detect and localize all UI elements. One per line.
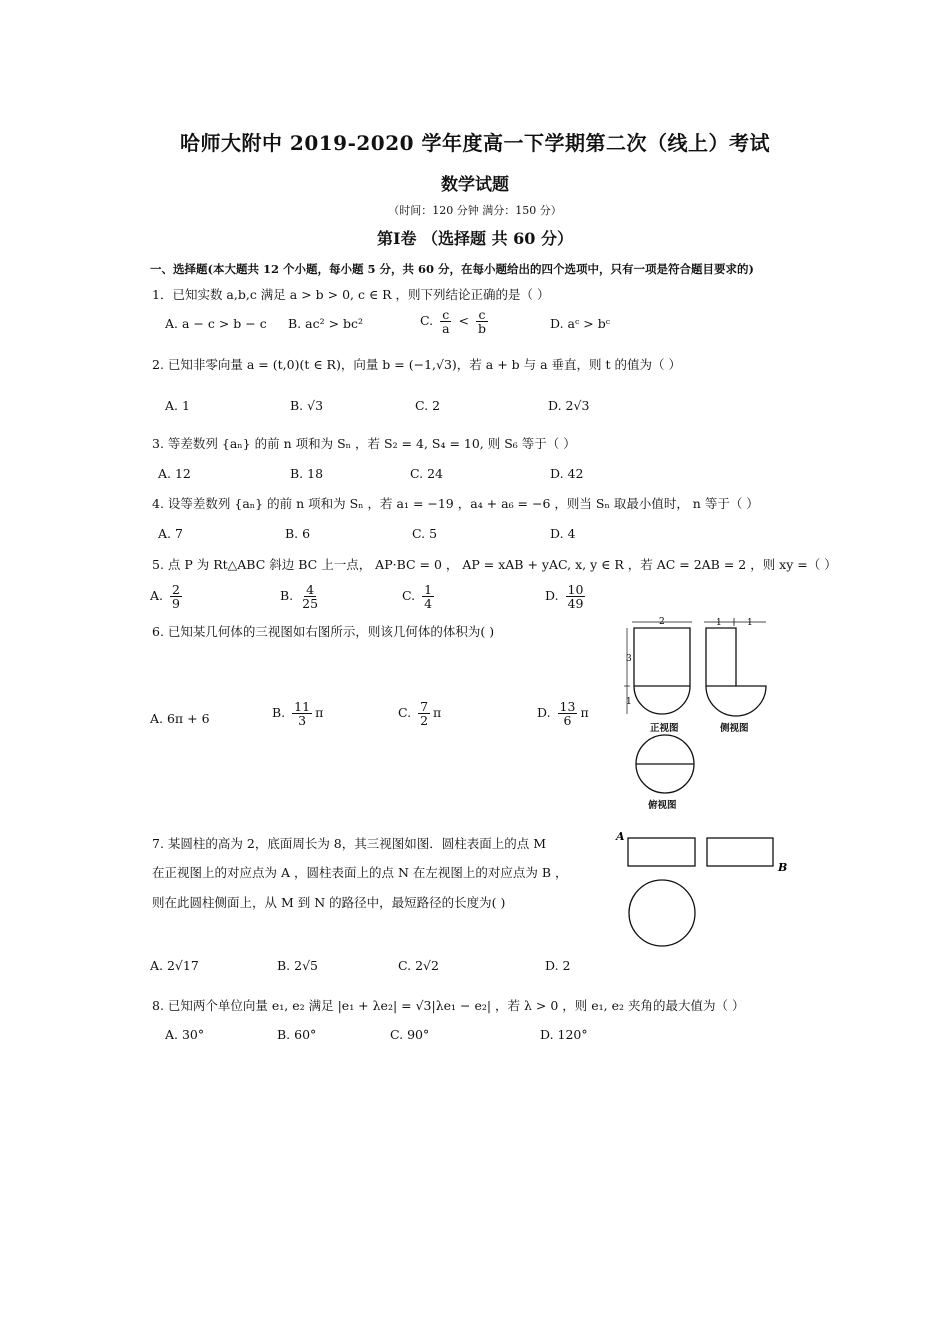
dim-radius: 1 (626, 697, 632, 707)
q4-option-c: C. 5 (412, 526, 438, 541)
q6-option-c: C. $\frac{7}{2}$ π (398, 699, 442, 729)
top-view (636, 735, 694, 793)
q2-option-a: A. 1 (165, 398, 190, 413)
question-5-stem: 5. 点 P 为 Rt△ABC 斜边 BC 上一点， AP·BC = 0 ， AP = xAB + yAC, x, y ∈ R ，若 AC = 2AB = 2 ，则 xy =（ ） (152, 557, 837, 572)
q1-option-b: B. ac² > bc² (288, 316, 364, 331)
question-7-stem-line-2: 在正视图上的对应点为 A ，圆柱表面上的点 N 在左视图上的对应点为 B ， (152, 865, 568, 880)
figure-6-three-views (612, 612, 782, 812)
q3-option-d: D. 42 (550, 466, 584, 481)
question-3-stem: 3. 等差数列 {aₙ} 的前 n 项和为 Sₙ ，若 S₂ = 4, S₄ = 10, 则 S₆ 等于（ ） (152, 436, 576, 451)
q7-option-c: C. 2√2 (398, 958, 439, 973)
q2-option-d: D. 2√3 (548, 398, 590, 413)
front-view-label: 正视图 (650, 723, 679, 734)
q1-option-c: C. $\frac{c}{a}$ < $\frac{c}{b}$ (420, 307, 486, 337)
dim-side-2: 1 (747, 618, 753, 628)
q5-option-c: C. $\frac{1}{4}$ (402, 582, 433, 612)
q6-option-a: A. 6π + 6 (150, 711, 210, 726)
q8-option-a: A. 30° (165, 1027, 205, 1042)
dim-width: 2 (659, 617, 665, 627)
point-b-label: B (778, 861, 788, 874)
q5-option-a: A. $\frac{2}{9}$ (150, 582, 180, 612)
q4-option-b: B. 6 (285, 526, 311, 541)
cylinder-top-view (629, 880, 695, 946)
q7-option-d: D. 2 (545, 958, 571, 973)
q8-option-d: D. 120° (540, 1027, 588, 1042)
q8-option-c: C. 90° (390, 1027, 430, 1042)
q1-option-a: A. a − c > b − c (165, 316, 267, 331)
side-view (704, 618, 766, 716)
question-1-stem: 1．已知实数 a,b,c 满足 a > b > 0, c ∈ R ，则下列结论正确的是（ ） (152, 287, 550, 302)
dim-height: 3 (626, 654, 632, 664)
question-2-stem: 2. 已知非零向量 a = (t,0)(t ∈ R)，向量 b = (−1,√3)，若 a + b 与 a 垂直，则 t 的值为（ ） (152, 357, 681, 372)
q8-option-b: B. 60° (277, 1027, 317, 1042)
q2-option-b: B. √3 (290, 398, 324, 413)
q3-option-b: B. 18 (290, 466, 324, 481)
cylinder-side-view (707, 838, 773, 866)
q7-option-b: B. 2√5 (277, 958, 319, 973)
q6-option-d: D. $\frac{13}{6}$ π (537, 699, 589, 729)
top-view-label: 俯视图 (648, 800, 677, 811)
cylinder-front-view (628, 838, 695, 866)
q3-option-a: A. 12 (158, 466, 191, 481)
q4-option-a: A. 7 (158, 526, 183, 541)
figure-7-cylinder-views (612, 826, 792, 951)
section-instructions: 一、选择题(本大题共 12 个小题，每小题 5 分，共 60 分，在每小题给出的四个选项中，只有一项是符合题目要求的) (150, 262, 754, 276)
exam-title: 哈师大附中 2019-2020 学年度高一下学期第二次（线上）考试 (179, 131, 771, 155)
dim-side-1: 1 (716, 618, 722, 628)
time-info: （时间：120 分钟 满分：150 分） (388, 204, 562, 217)
q4-option-d: D. 4 (550, 526, 576, 541)
q5-option-d: D. $\frac{10}{49}$ (545, 582, 584, 612)
q7-option-a: A. 2√17 (150, 958, 199, 973)
question-7-stem-line-3: 则在此圆柱侧面上，从 M 到 N 的路径中，最短路径的长度为( ) (152, 895, 506, 910)
q3-option-c: C. 24 (410, 466, 443, 481)
q5-option-b: B. $\frac{4}{25}$ (280, 582, 319, 612)
q2-option-c: C. 2 (415, 398, 441, 413)
exam-subtitle: 数学试题 (441, 175, 509, 195)
q1-option-d: D. aᶜ > bᶜ (550, 316, 611, 331)
question-8-stem: 8. 已知两个单位向量 e₁, e₂ 满足 |e₁ + λe₂| = √3|λe₁ − e₂| ，若 λ > 0 ，则 e₁, e₂ 夹角的最大值为（ ） (152, 998, 745, 1013)
question-4-stem: 4. 设等差数列 {aₙ} 的前 n 项和为 Sₙ ，若 a₁ = −19 ，a₄ + a₆ = −6 ，则当 Sₙ 取最小值时， n 等于（ ） (152, 496, 759, 511)
side-view-label: 侧视图 (720, 723, 749, 734)
point-a-label: A (616, 830, 625, 843)
volume-heading: 第Ⅰ卷 （选择题 共 60 分） (376, 229, 574, 248)
q6-option-b: B. $\frac{11}{3}$ π (272, 699, 324, 729)
question-7-stem-line-1: 7. 某圆柱的高为 2，底面周长为 8，其三视图如图．圆柱表面上的点 M (152, 836, 547, 851)
front-view (624, 622, 692, 714)
question-6-stem: 6. 已知某几何体的三视图如右图所示，则该几何体的体积为( ) (152, 624, 495, 639)
